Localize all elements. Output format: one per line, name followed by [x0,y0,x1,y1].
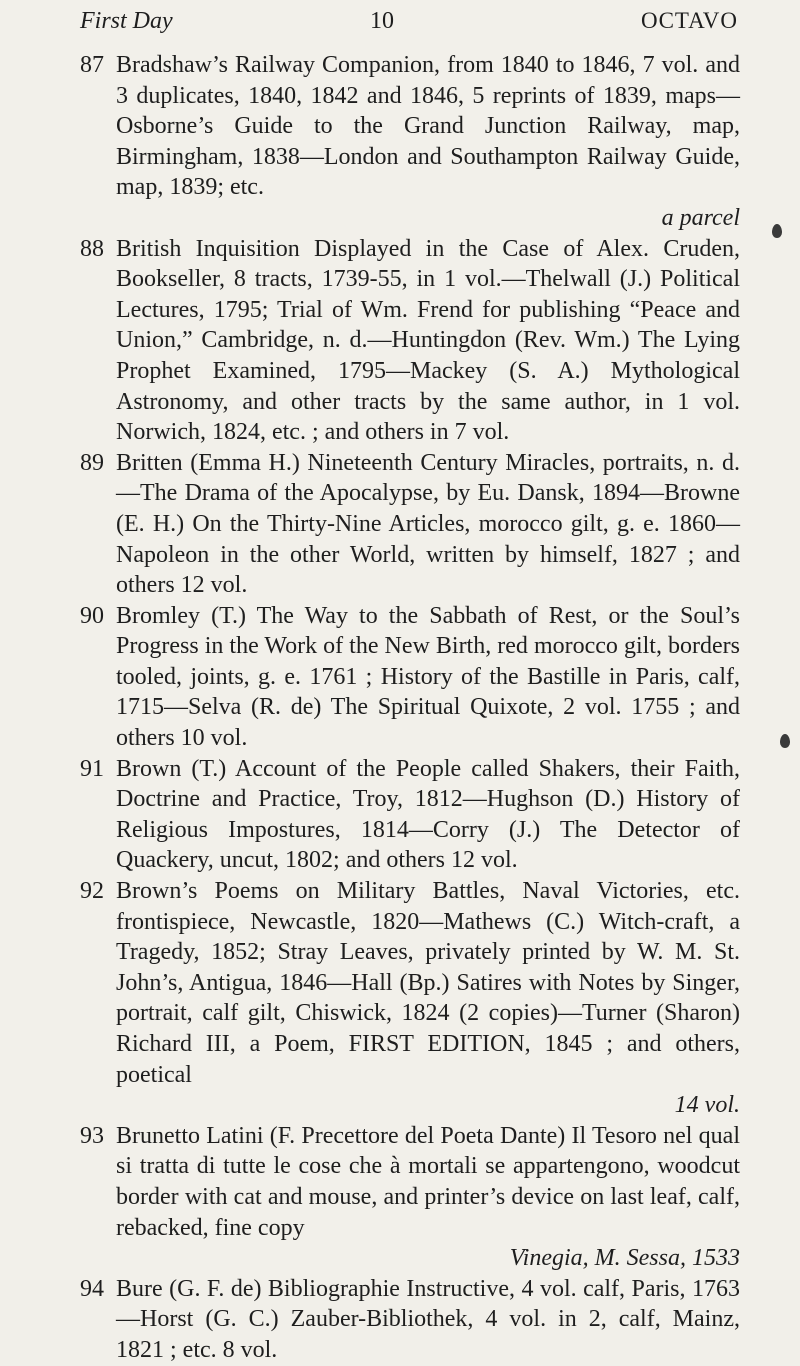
lot-imprint: Vinegia, M. Sessa, 1533 [509,1245,740,1272]
lot-entry [80,754,740,876]
lot-list [80,50,740,1366]
lot-description: British Inquisition Displayed in the Case of Alex. Cruden, Bookseller, 8 tracts, 1739-55, in 1 vol.—Thelwall (J.) Political Lectures, 1795; Trial of Wm. Frend for publishing “Peace and Union,” Cambridge, n. d.—Huntingdon (Rev. Wm.) The Lying Prophet Examined, 1795—Mackey (S. A.) Mythological Astronomy, and other tracts by the same author, in 1 vol. Norwich, 1824, etc. ; and others in 7 vol. [116,235,740,446]
lot-number: 91 [80,755,104,782]
lot-number: 93 [80,1122,104,1149]
header-format: OCTAVO [640,8,738,33]
lot-entry [80,1274,740,1366]
lot-entry [80,234,740,448]
lot-description: Bromley (T.) The Way to the Sabbath of Rest, or the Soul’s Progress in the Work of the New Birth, red morocco gilt, borders tooled, joints, g. e. 1761 ; History of the Bastille in Paris, calf, 1715—Selva (R. de) The Spiritual Quixote, 2 vol. 1755 ; and others 10 vol. [116,602,740,752]
lot-quantity: a parcel [661,204,740,231]
page-header [80,8,738,40]
lot-number: 94 [80,1275,104,1302]
lot-number: 88 [80,235,104,262]
lot-description: Brunetto Latini (F. Precettore del Poeta Dante) Il Tesoro nel qual si tratta di tutte le cose che à mortali se appartengono, woodcut border with cat and mouse, and printer’s device on last leaf, calf, rebacked, fine copy [116,1122,740,1241]
lot-number: 87 [80,52,104,78]
page-number: 10 [370,8,394,34]
lot-description: Britten (Emma H.) Nineteenth Century Miracles, portraits, n. d.—The Drama of the Apocalypse, by Eu. Dansk, 1894—Browne (E. H.) On the Thirty-Nine Articles, morocco gilt, g. e. 1860—Napoleon in the other World, written by himself, 1827 ; and others 12 vol. [116,449,740,599]
lot-entry [80,876,740,1121]
lot-number: 89 [80,449,104,476]
lot-number: 90 [80,602,104,629]
ink-blot-mark [772,224,782,238]
lot-entry [80,1121,740,1274]
lot-entry [80,601,740,754]
ink-blot-mark [780,734,790,748]
lot-description: Bradshaw’s Railway Companion, from 1840 to 1846, 7 vol. and 3 duplicates, 1840, 1842 and 1846, 5 reprints of 1839, maps—Osborne’s Guide to the Grand Junction Railway, map, Birmingham, 1838—London and Southampton Railway Guide, map, 1839; etc. [116,52,740,201]
lot-description: Brown’s Poems on Military Battles, Naval Victories, etc. frontispiece, Newcastle, 1820—Mathews (C.) Witch-craft, a Tragedy, 1852; Stray Leaves, privately printed by W. M. St. John’s, Antigua, 1846—Hall (Bp.) Satires with Notes by Singer, portrait, calf gilt, Chiswick, 1824 (2 copies)—Turner (Sharon) Richard III, a Poem, FIRST EDITION, 1845 ; and others, poetical [116,878,740,1088]
lot-description: Brown (T.) Account of the People called Shakers, their Faith, Doctrine and Practice, Troy, 1812—Hughson (D.) History of Religious Impostures, 1814—Corry (J.) The Detector of Quackery, uncut, 1802; and others 12 vol. [116,755,740,874]
lot-quantity: 14 vol. [674,1092,740,1119]
lot-entry [80,50,740,234]
lot-entry [80,448,740,601]
lot-number: 92 [80,878,104,905]
header-sale-day: First Day [80,8,173,34]
lot-description: Bure (G. F. de) Bibliographie Instructive, 4 vol. calf, Paris, 1763—Horst (G. C.) Zauber-Bibliothek, 4 vol. in 2, calf, Mainz, 1821 ; etc. 8 vol. [116,1275,740,1363]
